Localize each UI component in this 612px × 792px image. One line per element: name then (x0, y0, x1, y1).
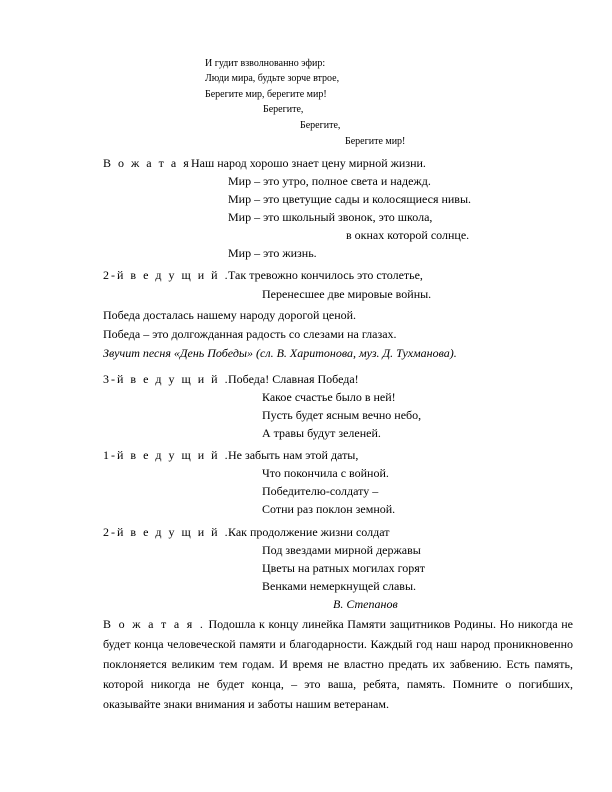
block5-line-1: Как продолжение жизни солдат (228, 525, 390, 539)
speaker-vozhataya-final: В о ж а т а я . (103, 617, 205, 631)
block4-line-4: Сотни раз поклон земной. (262, 502, 396, 516)
block2-line-2: Перенесшее две мировые войны. (262, 287, 432, 301)
block5-line-4: Венками немеркнущей славы. (262, 579, 417, 593)
block4-line-1: Не забыть нам этой даты, (228, 448, 359, 462)
block1-line-6: Мир – это жизнь. (228, 246, 317, 260)
block5-line-3: Цветы на ратных могилах горят (262, 561, 426, 575)
block3-line-2: Какое счастье было в ней! (262, 390, 396, 404)
poem-intro-line-1: И гудит взволнованно эфир: (205, 58, 326, 69)
block5-line-2: Под звездами мирной державы (262, 543, 421, 557)
speaker-vedushchiy-2-repeat: 2-й в е д у щ и й . (103, 525, 230, 539)
block1-line-1: Наш народ хорошо знает цену мирной жизни. (191, 156, 426, 170)
poem-intro-line-4: Берегите, (263, 104, 304, 115)
poem-intro-line-3: Берегите мир, берегите мир! (205, 89, 327, 100)
author-signature: В. Степанов (333, 597, 398, 611)
block1-line-5: в окнах которой солнце. (346, 228, 470, 242)
speaker-vozhataya: В о ж а т а я . (103, 156, 201, 170)
poem-intro-line-2: Люди мира, будьте зорче втрое, (205, 73, 340, 84)
prose1-line-1: Победа досталась нашему народу дорогой ценой. (103, 308, 357, 322)
block4-line-2: Что покончила с войной. (262, 466, 389, 480)
block1-line-2: Мир – это утро, полное света и надежд. (228, 174, 431, 188)
speaker-vedushchiy-1: 1-й в е д у щ и й . (103, 448, 230, 462)
speaker-vedushchiy-3: 3-й в е д у щ и й . (103, 372, 230, 386)
poem-intro-line-5: Берегите, (300, 120, 341, 131)
block3-line-3: Пусть будет ясным вечно небо, (262, 408, 422, 422)
block4-line-3: Победителю-солдату – (262, 484, 379, 498)
poem-intro-line-6: Берегите мир! (345, 136, 406, 147)
block2-line-1: Так тревожно кончилось это столетье, (228, 268, 423, 282)
speaker-vedushchiy-2: 2-й в е д у щ и й . (103, 268, 230, 282)
prose1-line-2: Победа – это долгожданная радость со слезами на глазах. (103, 327, 397, 341)
final-paragraph (103, 614, 573, 714)
final-paragraph-text: Подошла к концу линейка Памяти защитников Родины. Но никогда не будет конца человеческой памяти и благодарности. Каждый год наш народ проникновенно поклоняется великим тем годам. И время не властно предать их забвению. Есть память, которой никогда не будет конца, – это ваша, ребята, память. Помните о погибших, оказывайте знаки внимания и заботы нашим ветеранам. (103, 617, 573, 711)
block1-line-4: Мир – это школьный звонок, это школа, (228, 210, 433, 224)
block1-line-3: Мир – это цветущие сады и колосящиеся нивы. (228, 192, 472, 206)
block3-line-1: Победа! Славная Победа! (228, 372, 359, 386)
block3-line-4: А травы будут зеленей. (262, 426, 381, 440)
song-line: Звучит песня «День Победы» (сл. В. Харитонова, муз. Д. Тухманова). (103, 346, 457, 360)
